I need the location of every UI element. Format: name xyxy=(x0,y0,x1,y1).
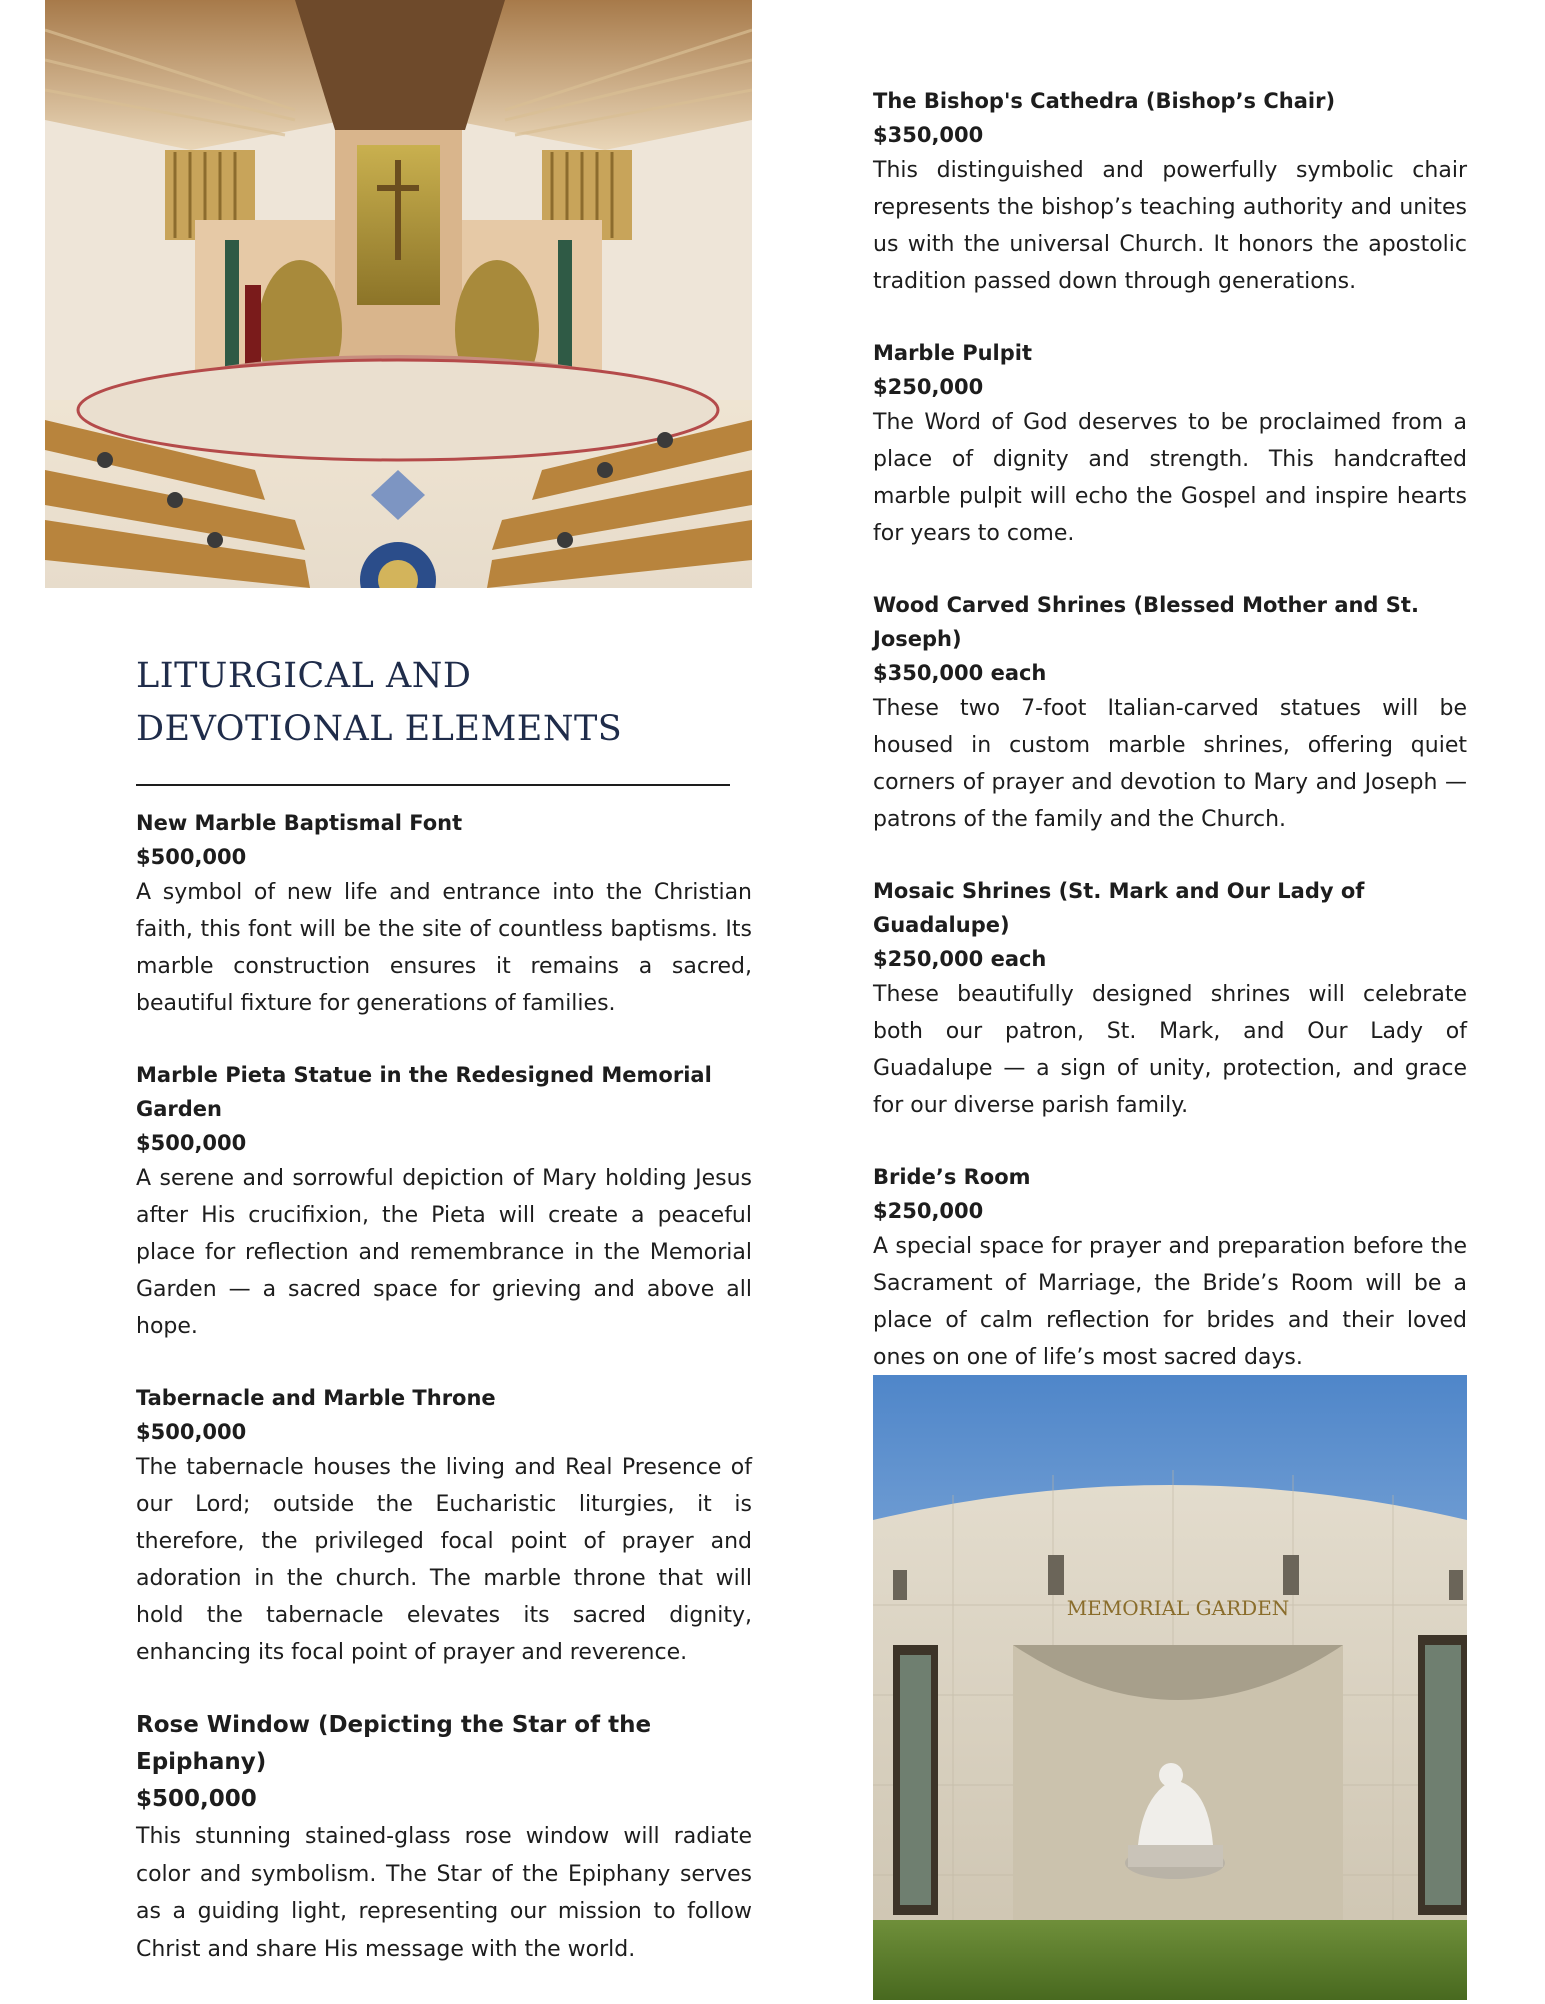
item-pieta-statue xyxy=(136,1058,752,1345)
item-brides-room xyxy=(873,1160,1467,1376)
section-title-line2: DEVOTIONAL ELEMENTS xyxy=(136,709,623,749)
item-price: $350,000 xyxy=(873,123,984,147)
section-title xyxy=(136,650,752,756)
item-wood-carved-shrines xyxy=(873,588,1467,838)
item-name: Mosaic Shrines (St. Mark and Our Lady of Guadalupe) xyxy=(873,879,1365,937)
item-marble-pulpit xyxy=(873,336,1467,552)
item-description: This stunning stained-glass rose window will radiate color and symbolism. The Star of the Epiphany serves as a guiding light, representing our mission to follow Christ and share His message with the world. xyxy=(136,1824,752,1962)
item-description: The Word of God deserves to be proclaimed from a place of dignity and strength. This handcrafted marble pulpit will echo the Gospel and inspire hearts for years to come. xyxy=(873,410,1467,546)
item-name: New Marble Baptismal Font xyxy=(136,811,463,835)
item-rose-window xyxy=(136,1707,752,1968)
item-name: Rose Window (Depicting the Star of the Epiphany) xyxy=(136,1712,652,1775)
item-price: $500,000 xyxy=(136,845,247,869)
item-mosaic-shrines xyxy=(873,874,1467,1124)
item-price: $350,000 each xyxy=(873,661,1047,685)
item-price: $500,000 xyxy=(136,1786,257,1812)
item-description: The tabernacle houses the living and Real Presence of our Lord; outside the Eucharistic liturgies, it is therefore, the privileged focal point of prayer and adoration in the church. The marble throne that will hold the tabernacle elevates its sacred dignity, enhancing its focal point of prayer and reverence. xyxy=(136,1455,752,1665)
item-price: $250,000 xyxy=(873,375,984,399)
left-column xyxy=(136,650,752,2004)
item-description: A special space for prayer and preparation before the Sacrament of Marriage, the Bride’s Room will be a place of calm reflection for brides and their loved ones on one of life’s most sacred days. xyxy=(873,1234,1467,1370)
item-name: Tabernacle and Marble Throne xyxy=(136,1386,496,1410)
memorial-garden-rendering-image xyxy=(873,1375,1467,2000)
sanctuary-rendering-image xyxy=(45,0,752,588)
item-price: $500,000 xyxy=(136,1131,247,1155)
item-bishops-cathedra xyxy=(873,84,1467,300)
item-name: Bride’s Room xyxy=(873,1165,1031,1189)
right-column xyxy=(873,84,1467,1412)
item-description: A serene and sorrowful depiction of Mary holding Jesus after His crucifixion, the Pieta will create a peaceful place for reflection and remembrance in the Memorial Garden — a sacred space for grieving and above all hope. xyxy=(136,1166,752,1339)
title-divider xyxy=(136,784,730,786)
garden-sign: MEMORIAL GARDEN xyxy=(1066,1596,1290,1620)
item-name: Marble Pulpit xyxy=(873,341,1033,365)
item-description: This distinguished and powerfully symbolic chair represents the bishop’s teaching authority and unites us with the universal Church. It honors the apostolic tradition passed down through generations. xyxy=(873,158,1467,294)
item-name: Wood Carved Shrines (Blessed Mother and St. Joseph) xyxy=(873,593,1419,651)
section-title-line1: LITURGICAL AND xyxy=(136,656,472,696)
item-name: The Bishop's Cathedra (Bishop’s Chair) xyxy=(873,89,1336,113)
item-tabernacle xyxy=(136,1381,752,1671)
item-description: These two 7-foot Italian-carved statues will be housed in custom marble shrines, offering quiet corners of prayer and devotion to Mary and Joseph — patrons of the family and the Church. xyxy=(873,696,1467,832)
item-description: A symbol of new life and entrance into the Christian faith, this font will be the site of countless baptisms. Its marble construction ensures it remains a sacred, beautiful fixture for generations of families. xyxy=(136,880,752,1016)
item-price: $500,000 xyxy=(136,1420,247,1444)
item-description: These beautifully designed shrines will celebrate both our patron, St. Mark, and Our Lady of Guadalupe — a sign of unity, protection, and grace for our diverse parish family. xyxy=(873,982,1467,1118)
item-price: $250,000 each xyxy=(873,947,1047,971)
item-price: $250,000 xyxy=(873,1199,984,1223)
item-baptismal-font xyxy=(136,806,752,1022)
item-name: Marble Pieta Statue in the Redesigned Memorial Garden xyxy=(136,1063,712,1121)
